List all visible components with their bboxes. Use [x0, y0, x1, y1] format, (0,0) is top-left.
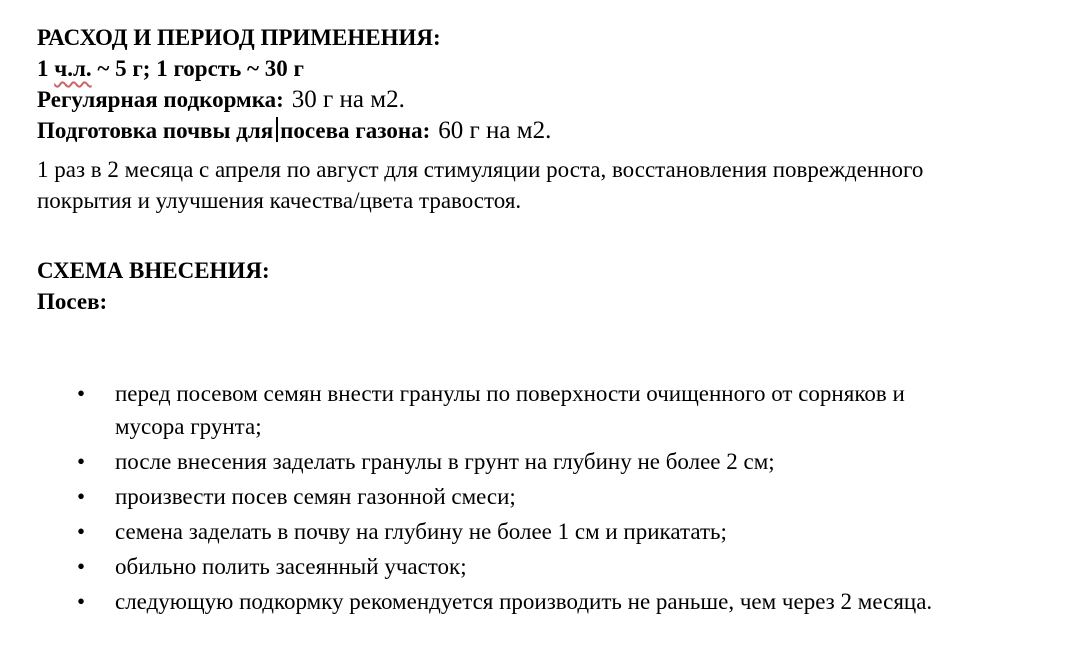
period-paragraph[interactable]: 1 раз в 2 месяца с апреля по август для стимуляции роста, восстановления поврежденного покрытия и улучшения качества/цвета травостоя. — [37, 157, 924, 213]
list-item[interactable]: • произвести посев семян газонной смеси; — [115, 480, 977, 513]
regular-feeding-line[interactable] — [37, 84, 977, 115]
dose-line[interactable] — [37, 53, 977, 84]
dose-prefix: 1 — [37, 56, 55, 81]
soil-prep-label-after-caret: посева газона: — [280, 118, 431, 143]
text-caret — [276, 117, 278, 142]
list-item[interactable]: • перед посевом семян внести гранулы по поверхности очищенного от сорняков и мусора грунта; — [115, 377, 977, 443]
sowing-steps-list — [37, 377, 977, 618]
soil-prep-value: 60 г на м2. — [438, 117, 552, 144]
scheme-subheading[interactable]: Посев: — [37, 289, 108, 314]
scheme-heading[interactable]: СХЕМА ВНЕСЕНИЯ: — [37, 258, 270, 283]
soil-prep-line[interactable] — [37, 115, 977, 146]
list-item[interactable]: • после внесения заделать гранулы в грунт на глубину не более 2 см; — [115, 445, 977, 478]
regular-feeding-value: 30 г на м2. — [291, 86, 405, 113]
list-item[interactable]: • семена заделать в почву на глубину не более 1 см и прикатать; — [115, 515, 977, 548]
usage-heading[interactable]: РАСХОД И ПЕРИОД ПРИМЕНЕНИЯ: — [37, 25, 441, 50]
list-item[interactable]: • следующую подкормку рекомендуется производить не раньше, чем через 2 месяца. — [115, 585, 977, 618]
regular-feeding-label: Регулярная подкормка: — [37, 87, 284, 112]
dose-suffix: ~ 5 г; 1 горсть ~ 30 г — [91, 56, 304, 81]
soil-prep-label-before-caret: Подготовка почвы для — [37, 118, 274, 143]
misspelled-word[interactable]: ч.л. — [54, 56, 92, 81]
list-item[interactable]: • обильно полить засеянный участок; — [115, 550, 977, 583]
